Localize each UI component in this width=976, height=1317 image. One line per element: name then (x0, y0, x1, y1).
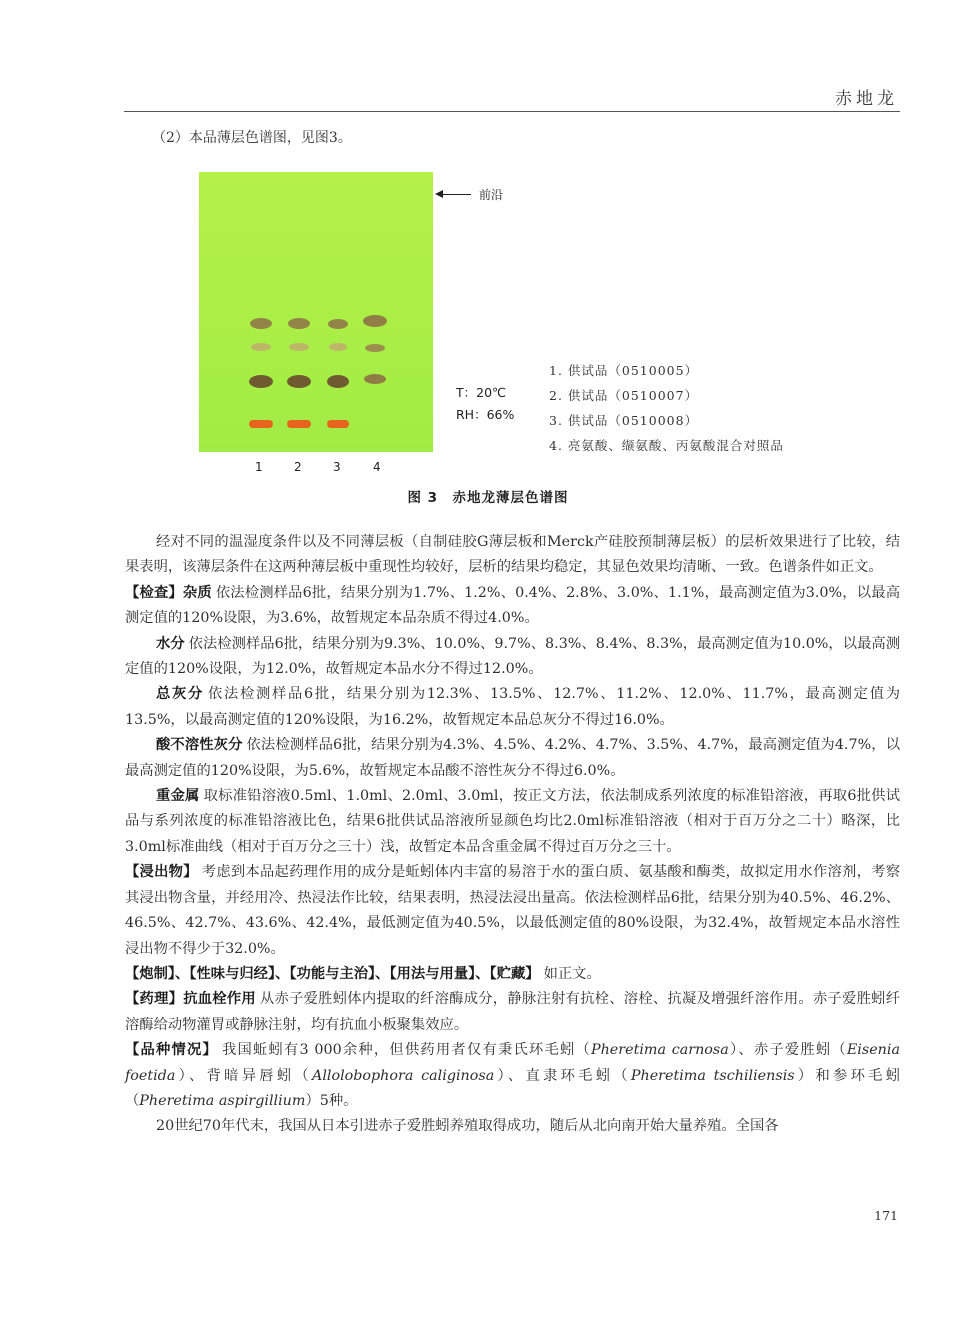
species-name: Pheretima aspirgillium (139, 1092, 306, 1109)
lane-2-band-3 (287, 375, 311, 388)
section-keyword: 【药理】抗血栓作用 (125, 991, 256, 1008)
paragraph (125, 962, 900, 987)
intro-line: （2）本品薄层色谱图，见图3。 (152, 130, 352, 146)
legend-item: 1. 供试品（0510005） (549, 363, 699, 378)
species-name: Allolobophora caliginosa (312, 1067, 495, 1084)
paragraph-text: 依法检测样品6批，结果分别为9.3%、10.0%、9.7%、8.3%、8.4%、8.3%，最高测定值为10.0%，以最高测定值的120%设限，为12.0%，故暂规定本品水分不得过12.0%。 (125, 635, 901, 678)
lane-3-band-2 (329, 343, 347, 351)
running-header-title: 赤地龙 (835, 89, 898, 109)
paragraph-text: ）和参环毛蚓（ (125, 1067, 900, 1109)
paragraph-text: 如正文。 (543, 965, 601, 982)
legend-item: 4. 亮氨酸、缬氨酸、丙氨酸混合对照品 (549, 438, 784, 453)
paragraph: 20世纪70年代末，我国从日本引进赤子爱胜蚓养殖取得成功，随后从北向南开始大量养殖。全国各 (156, 1118, 779, 1135)
species-name: Pheretima tschiliensis (630, 1067, 795, 1084)
paragraph-text: 考虑到本品起药理作用的成分是蚯蚓体内丰富的易溶于水的蛋白质、氨基酸和酶类，故拟定用水作溶剂，考察其浸出物含量，并经用冷、热浸法作比较，结果表明，热浸法浸出量高。依法检测样品6批，结果分别为40.5%、46.2%、46.5%、42.7%、43.6%、42.4%，最低测定值为40.5%，以最低测定值的80%设限，为32.4%，故暂规定本品水溶性浸出物不得少于32.0%。 (125, 864, 901, 957)
section-keyword: 重金属 (156, 788, 200, 805)
paragraph (125, 987, 900, 1038)
section-keyword: 【品种情况】 (125, 1042, 219, 1059)
section-keyword: 水分 (156, 635, 185, 652)
solvent-front-marker (437, 186, 503, 203)
lane-number: 1 (255, 460, 263, 474)
paragraph-text: 依法检测样品6批，结果分别为4.3%、4.5%、4.2%、4.7%、3.5%、4.7%，最高测定值为4.7%，以最高测定值的120%设限，为5.6%，故暂规定本品酸不溶性灰分不得过6.0%。 (125, 737, 900, 779)
paragraph-text: 从赤子爱胜蚓体内提取的纤溶酶成分，静脉注射有抗栓、溶栓、抗凝及增强纤溶作用。赤子爱胜蚓纤溶酶给动物灌胃或静脉注射，均有抗血小板聚集效应。 (125, 991, 900, 1033)
species-name: Pheretima carnosa (590, 1042, 729, 1059)
paragraph-text: ）、背暗异唇蚓（ (175, 1067, 312, 1084)
paragraph-text: 取标准铅溶液0.5ml、1.0ml、2.0ml、3.0ml，按正文方法，依法制成系列浓度的标准铅溶液，再取6批供试品与系列浓度的标准铅溶液比色，结果6批供试品溶液所显颜色均比2.0ml标准铅溶液（相对于百万分之二十）略深，比3.0ml标准曲线（相对于百万分之三十）浅，故暂定本品含重金属不得过百万分之三十。 (125, 788, 901, 855)
lane-number: 4 (373, 460, 381, 474)
chromatography-conditions (456, 382, 514, 426)
section-keyword: 总灰分 (156, 686, 205, 703)
paragraph (125, 632, 900, 683)
left-arrow-icon (437, 194, 471, 195)
paragraph-text: 我国蚯蚓有3 000余种，但供药用者仅有秉氏环毛蚓（ (222, 1042, 591, 1059)
paragraph (125, 682, 900, 733)
page-number: 171 (874, 1208, 898, 1223)
paragraph (125, 581, 900, 632)
lane-4-band-1 (363, 315, 387, 327)
figure-caption: 图 3 赤地龙薄层色谱图 (407, 490, 569, 506)
humidity-label: RH：66% (456, 407, 515, 422)
paragraph-text: ）、直隶环毛蚓（ (494, 1067, 631, 1084)
body-text (125, 530, 900, 1140)
paragraph (125, 1038, 900, 1114)
section-keyword: 酸不溶性灰分 (156, 737, 243, 754)
temperature-label: T：20℃ (456, 385, 507, 400)
tlc-plate-image (199, 172, 433, 452)
solvent-front-label: 前沿 (479, 188, 504, 202)
section-keyword: 【炮制】、【性味与归经】、【功能与主治】、【用法与用量】、【贮藏】 (125, 965, 540, 982)
lane-2-band-1 (288, 318, 310, 329)
lane-1-band-4 (249, 420, 273, 428)
legend-item: 2. 供试品（0510007） (549, 388, 699, 403)
legend-item: 3. 供试品（0510008） (549, 413, 699, 428)
species-name: Eisenia foetida (125, 1042, 900, 1084)
paragraph (125, 860, 900, 962)
section-keyword: 【检查】杂质 (125, 584, 212, 601)
lane-1-band-3 (249, 375, 273, 388)
header-rule (124, 111, 900, 112)
lane-3-band-1 (328, 319, 348, 329)
lane-4-band-3 (364, 374, 386, 384)
lane-3-band-3 (327, 375, 349, 388)
lane-2-band-2 (289, 343, 309, 351)
paragraph-text: 依法检测样品6批，结果分别为12.3%、13.5%、12.7%、11.2%、12.0%、11.7%，最高测定值为13.5%，以最高测定值的120%设限，为16.2%，故暂规定本品总灰分不得过16.0%。 (125, 686, 900, 728)
paragraph (125, 733, 900, 784)
lane-2-band-4 (287, 420, 311, 428)
paragraph: 经对不同的温湿度条件以及不同薄层板（自制硅胶G薄层板和Merck产硅胶预制薄层板）的层析效果进行了比较，结果表明，该薄层条件在这两种薄层板中重现性均较好，层析的结果均稳定，其显色效果均清晰、一致。色谱条件如正文。 (125, 534, 900, 576)
lane-3-band-4 (327, 420, 349, 428)
section-keyword: 【浸出物】 (125, 864, 198, 881)
paragraph-text: ）5种。 (305, 1092, 358, 1109)
lane-number: 3 (333, 460, 341, 474)
lane-numbers (199, 460, 433, 478)
lane-number: 2 (294, 460, 302, 474)
lane-4-band-2 (365, 344, 385, 352)
figure-legend (549, 358, 784, 458)
lane-1-band-2 (251, 343, 271, 351)
paragraph-text: ）、赤子爱胜蚓（ (728, 1042, 847, 1059)
lane-1-band-1 (250, 318, 272, 329)
paragraph-text: 依法检测样品6批，结果分别为1.7%、1.2%、0.4%、2.8%、3.0%、1.1%，最高测定值为3.0%，以最高测定值的120%设限，为3.6%，故暂规定本品杂质不得过4.0%。 (125, 584, 900, 627)
paragraph (125, 784, 900, 860)
